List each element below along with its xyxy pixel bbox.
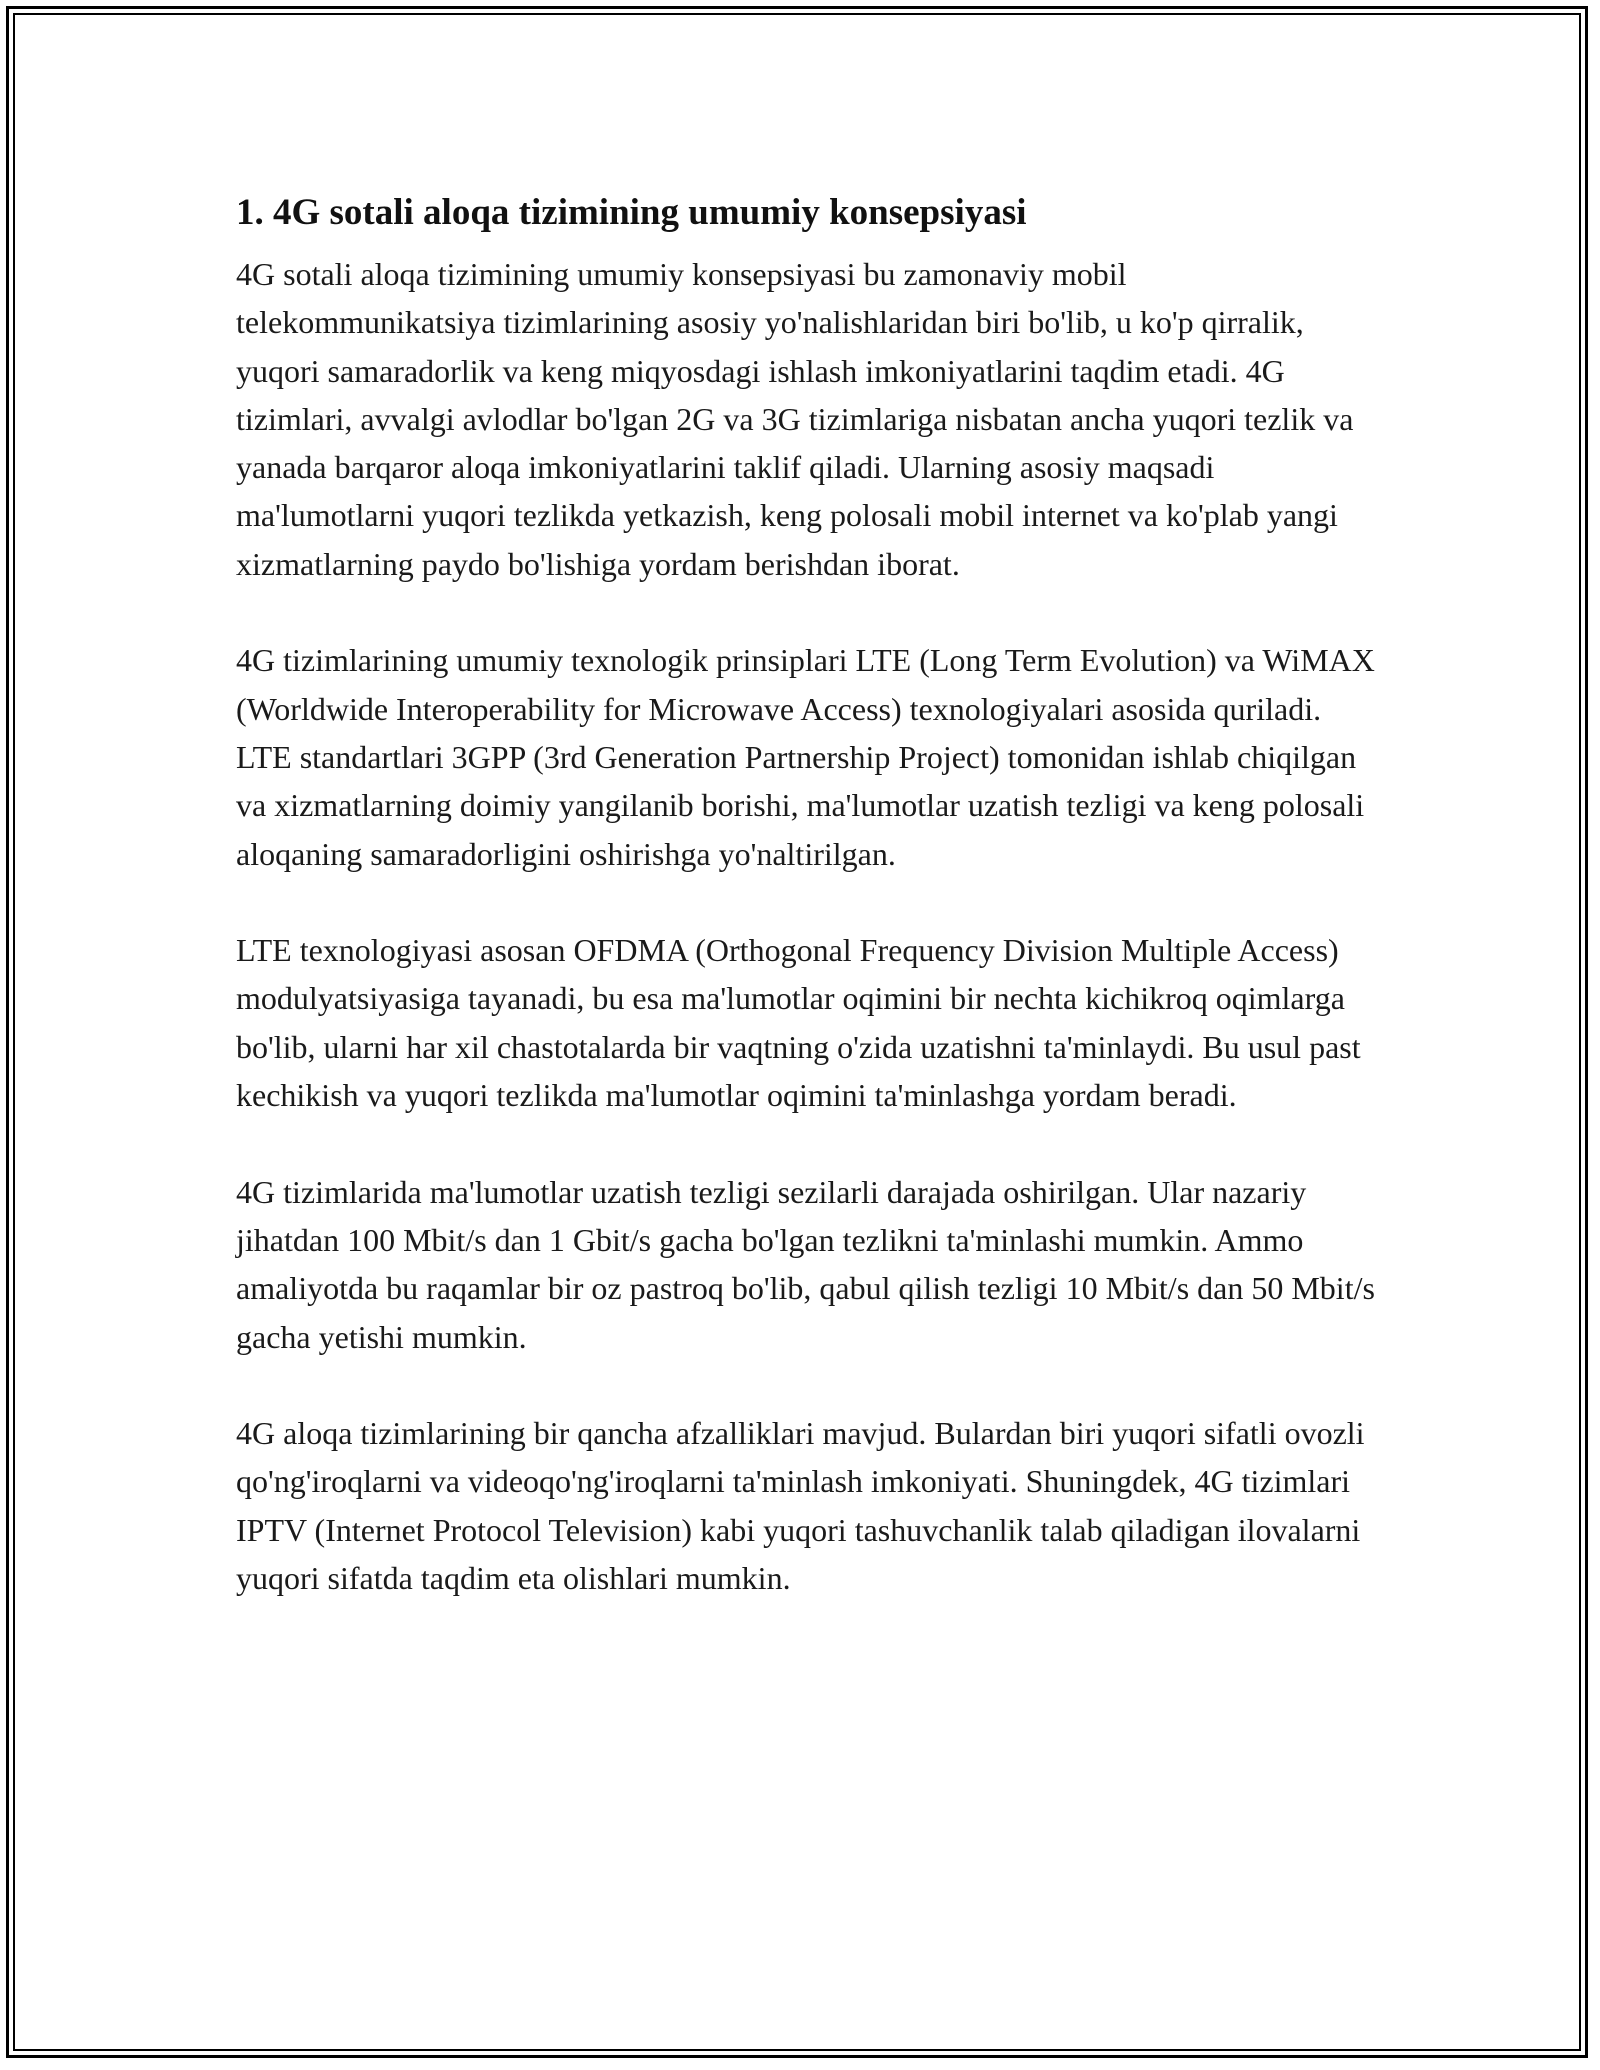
document-body [236,188,1376,1602]
paragraph-data-rates: 4G tizimlarida ma'lumotlar uzatish tezligi sezilarli darajada oshirilgan. Ular nazariy jihatdan 100 Mbit/s dan 1 Gbit/s gacha bo'lgan tezlikni ta'minlashi mumkin. Ammo amaliyotda bu raqamlar bir oz pastroq bo'lib, qabul qilish tezligi 10 Mbit/s dan 50 Mbit/s gacha yetishi mumkin. [236,1173,1375,1355]
paragraph-technology-principles: 4G tizimlarining umumiy texnologik prinsiplari LTE (Long Term Evolution) va WiMAX (Worldwide Interoperability for Microwave Access) texnologiyalari asosida quriladi. LTE standartlari 3GPP (3rd Generation Partnership Project) tomonidan ishlab chiqilgan va xizmatlarning doimiy yangilanib borishi, ma'lumotlar uzatish tezligi va keng polosali aloqaning samaradorligini oshirishga yo'naltirilgan. [236,642,1375,872]
paragraph-ofdma: LTE texnologiyasi asosan OFDMA (Orthogonal Frequency Division Multiple Access) modulyatsiyasiga tayanadi, bu esa ma'lumotlar oqimini bir nechta kichikroq oqimlarga bo'lib, ularni har xil chastotalarda bir vaqtning o'zida uzatishni ta'minlaydi. Bu usul past kechikish va yuqori tezlikda ma'lumotlar oqimini ta'minlashga yordam beradi. [236,932,1361,1114]
section-heading: 1. 4G sotali aloqa tizimining umumiy konsepsiyasi [236,192,1027,233]
paragraph-advantages: 4G aloqa tizimlarining bir qancha afzalliklari mavjud. Bulardan biri yuqori sifatli ovozli qo'ng'iroqlarni va videoqo'ng'iroqlarni ta'minlash imkoniyati. Shuningdek, 4G tizimlari IPTV (Internet Protocol Television) kabi yuqori tashuvchanlik talab qiladigan ilovalarni yuqori sifatda taqdim eta olishlari mumkin. [236,1415,1365,1597]
paragraph-intro: 4G sotali aloqa tizimining umumiy konsepsiyasi bu zamonaviy mobil telekommunikatsiya tizimlarining asosiy yo'nalishlaridan biri bo'lib, u ko'p qirralik, yuqori samaradorlik va keng miqyosdagi ishlash imkoniyatlarini taqdim etadi. 4G tizimlari, avvalgi avlodlar bo'lgan 2G va 3G tizimlariga nisbatan ancha yuqori tezlik va yanada barqaror aloqa imkoniyatlarini taklif qiladi. Ularning asosiy maqsadi ma'lumotlarni yuqori tezlikda yetkazish, keng polosali mobil internet va ko'plab yangi xizmatlarning paydo bo'lishiga yordam berishdan iborat. [236,256,1354,582]
